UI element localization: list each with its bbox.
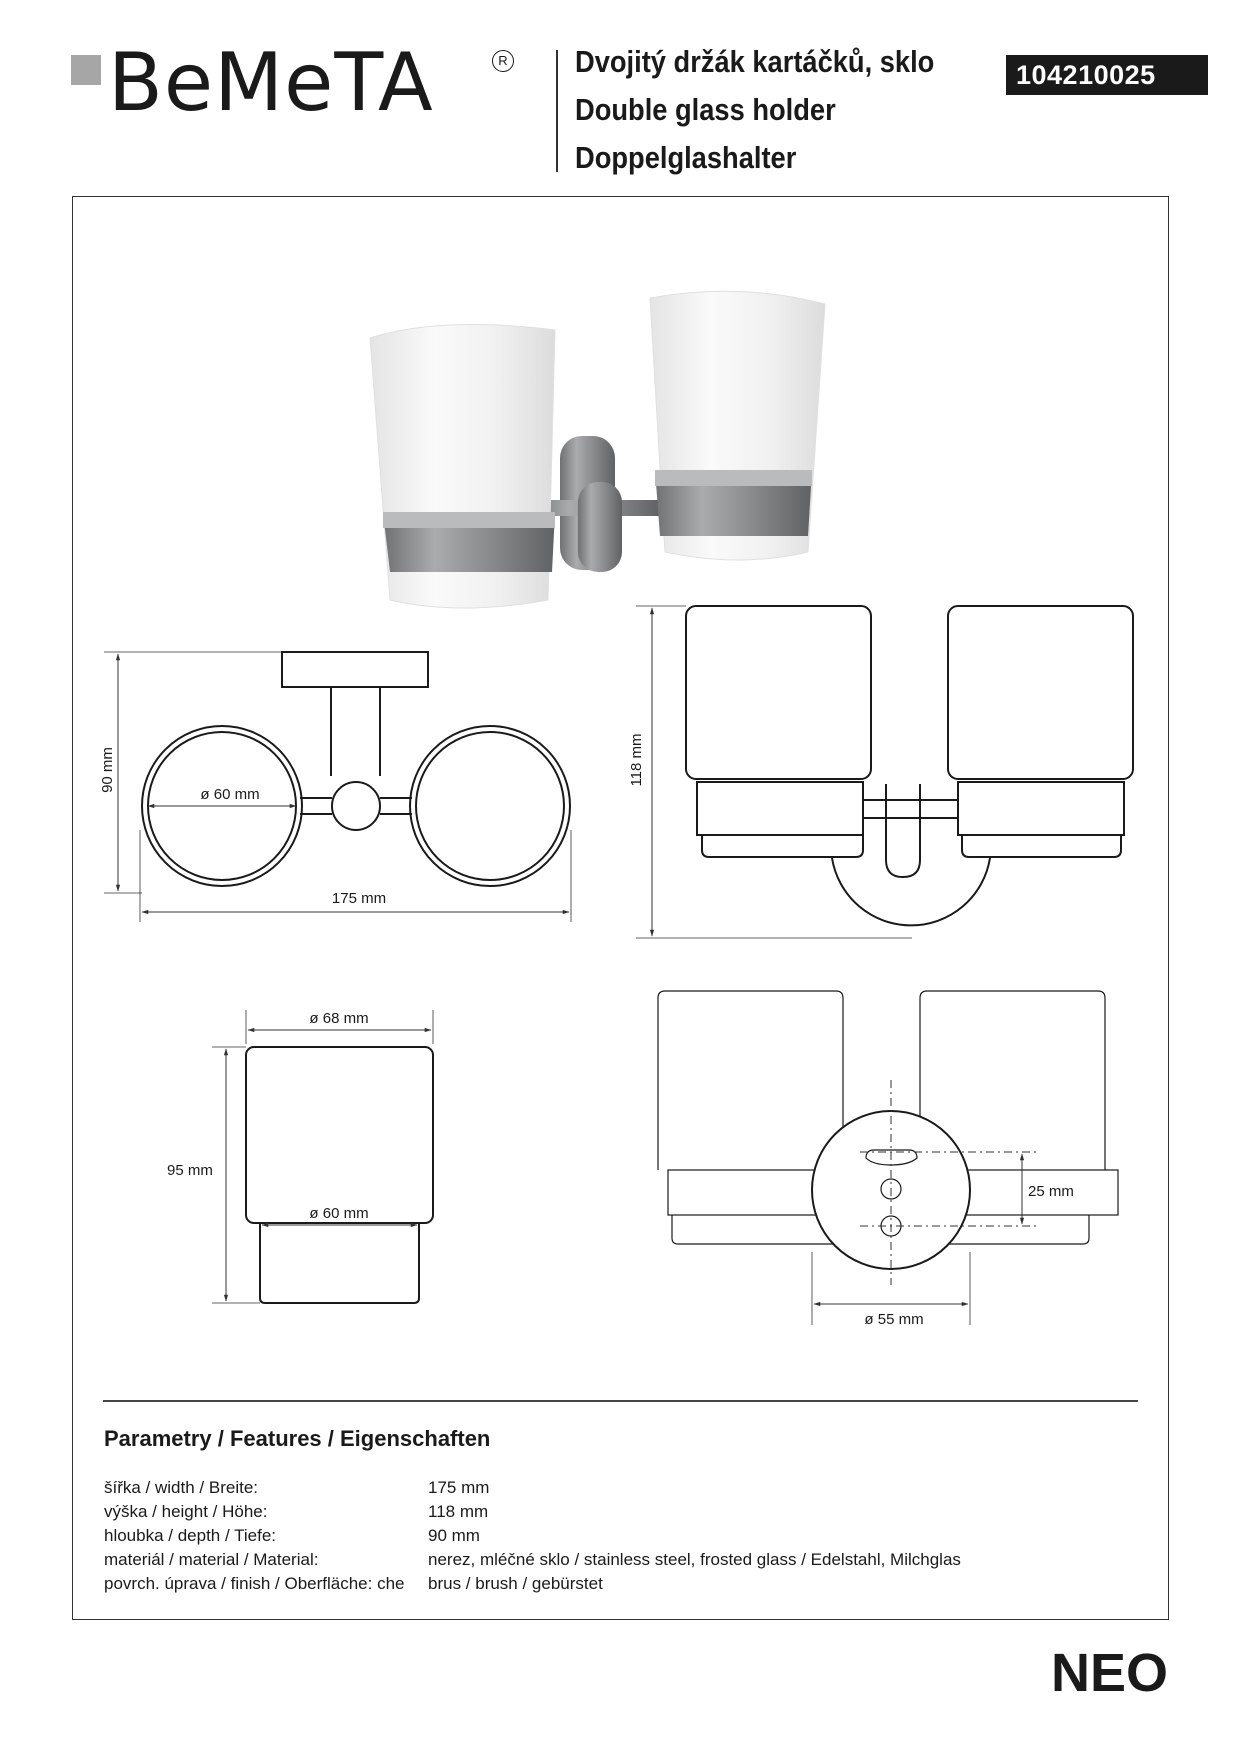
feature-label: materiál / material / Material: <box>104 1550 319 1569</box>
feature-label: výška / height / Höhe: <box>104 1502 268 1521</box>
dim-depth-label: 90 mm <box>99 747 116 793</box>
dim-mount-diameter-label: ø 55 mm <box>864 1311 924 1328</box>
feature-label: šířka / width / Breite: <box>104 1478 258 1497</box>
product-photo <box>370 291 825 608</box>
features-divider <box>103 1400 1138 1402</box>
title-german: Doppelglashalter <box>575 140 797 175</box>
mount-view-drawing <box>658 991 1118 1269</box>
dim-glass-height-label: 95 mm <box>167 1162 213 1179</box>
feature-value: 175 mm <box>428 1478 490 1497</box>
series-name: NEO <box>1050 1643 1168 1703</box>
feature-value: 118 mm <box>428 1502 489 1521</box>
dim-height-label: 118 mm <box>628 733 645 787</box>
side-view-drawing <box>686 606 1133 925</box>
brand-logo: BeMeTA <box>108 36 434 129</box>
dim-glass-bottom-label: ø 60 mm <box>309 1205 369 1222</box>
top-view-dimensions <box>104 652 571 922</box>
registered-mark: R <box>492 50 514 72</box>
feature-value: 90 mm <box>428 1526 480 1545</box>
dim-hole-spacing-label: 25 mm <box>1028 1183 1074 1200</box>
features-heading: Parametry / Features / Eigenschaften <box>104 1426 491 1451</box>
feature-label: hloubka / depth / Tiefe: <box>104 1526 277 1545</box>
product-code: 104210025 <box>1006 55 1208 95</box>
dim-glass-top-label: ø 68 mm <box>309 1010 369 1027</box>
title-english: Double glass holder <box>575 92 836 127</box>
feature-label: povrch. úprava / finish / Oberfläche: che <box>104 1574 405 1593</box>
top-view-drawing <box>142 652 570 886</box>
title-czech: Dvojitý držák kartáčků, sklo <box>575 44 935 79</box>
feature-value: nerez, mléčné sklo / stainless steel, frosted glass / Edelstahl, Milchglas <box>428 1550 961 1569</box>
glass-view-drawing <box>246 1047 433 1303</box>
dim-ring-diameter-label: ø 60 mm <box>200 786 260 803</box>
dim-width-label: 175 mm <box>331 890 387 907</box>
feature-value: brus / brush / gebürstet <box>428 1574 603 1593</box>
